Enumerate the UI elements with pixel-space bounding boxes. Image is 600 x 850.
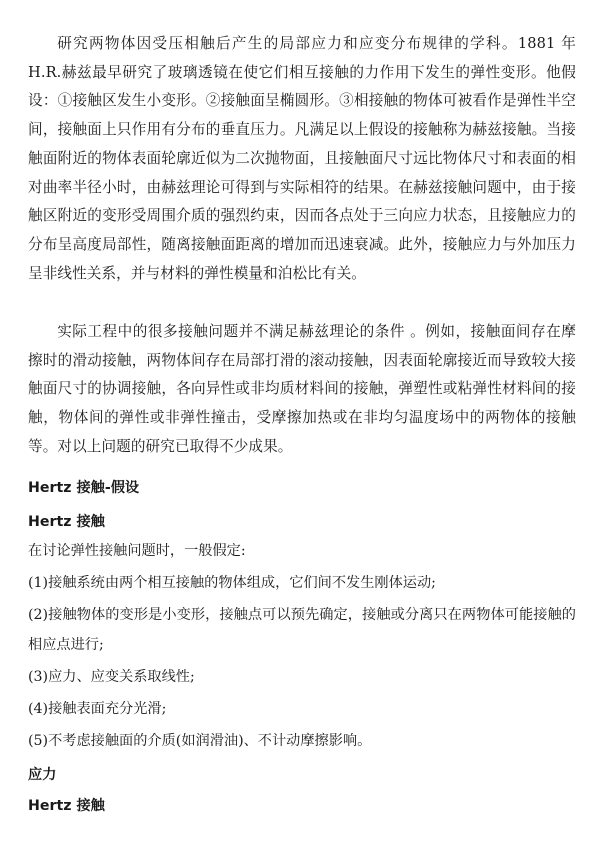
assumption-item-3: (3)应力、应变关系取线性; [28,669,195,685]
section-heading-stress: 应力 [28,767,57,783]
assumption-item-1: (1)接触系统由两个相互接触的物体组成，它们间不发生刚体运动; [28,575,436,591]
section-heading-assumptions: Hertz 接触-假设 [28,480,140,496]
assumption-item-5: (5)不考虑接触面的介质(如润滑油)、不计动摩擦影响。 [28,733,372,749]
intro-paragraph-1: 研究两物体因受压相触后产生的局部应力和应变分布规律的学科。1881 年 H.R.赫兹最早研究了玻璃透镜在使它们相互接触的力作用下发生的弹性变形。他假设：①接触区发生小变形。②接触面呈椭圆形。③相接触的物体可被看作是弹性半空间，接触面上只作用有分布的垂直压力。凡满足以上假设的接触称为赫兹接触。当接触面附近的物体表面轮廓近似为二次抛物面，且接触面尺寸远比物体尺寸和表面的相对曲率半径小时，由赫兹理论可得到与实际相符的结果。在赫兹接触问题中，由于接触区附近的变形受周围介质的强烈约束，因而各点处于三向应力状态，且接触应力的分布呈高度局部性，随离接触面距离的增加而迅速衰减。此外，接触应力与外加压力呈非线性关系，并与材料的弹性模量和泊松比有关。 [28,35,576,282]
assumptions-lead-in: 在讨论弹性接触问题时，一般假定: [28,543,246,559]
assumption-item-4: (4)接触表面充分光滑; [28,701,167,717]
intro-paragraph-2: 实际工程中的很多接触问题并不满足赫兹理论的条件 。例如，接触面间存在摩擦时的滑动接触，两物体间存在局部打滑的滚动接触，因表面轮廓接近而导致较大接触面尺寸的协调接触，各向异性或非均质材料间的接触，弹塑性或粘弹性材料间的接触，物体间的弹性或非弹性撞击，受摩擦加热或在非均匀温度场中的两物体的接触等。对以上问题的研究已取得不少成果。 [28,323,576,455]
assumption-item-2: (2)接触物体的变形是小变形，接触点可以预先确定，接触或分离只在两物体可能接触的相应点进行; [28,607,576,653]
section-heading-hertz-contact: Hertz 接触 [28,514,105,530]
section-heading-hertz-contact-2: Hertz 接触 [28,798,105,814]
